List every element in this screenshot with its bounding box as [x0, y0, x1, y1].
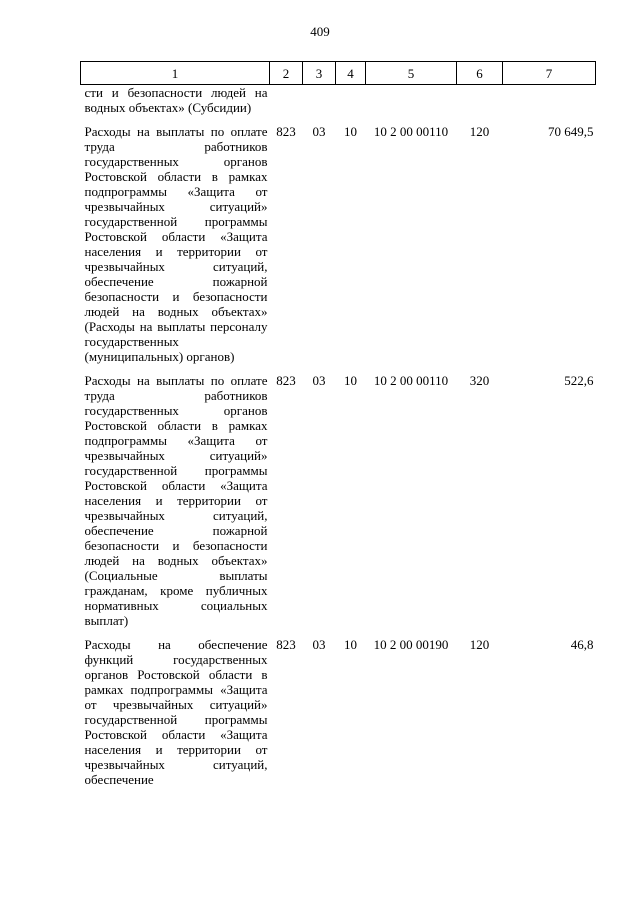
header-col-7: 7 — [503, 62, 596, 85]
row-subsection: 10 — [344, 124, 357, 139]
table-row — [81, 637, 596, 787]
row-amount: 46,8 — [570, 637, 594, 652]
row-section — [303, 85, 336, 116]
row-amount: 70 649,5 — [548, 124, 594, 139]
row-expense-type: 320 — [469, 373, 490, 388]
row-target-code: 10 2 00 00110 — [373, 124, 449, 139]
header-col-5: 5 — [366, 62, 457, 85]
row-description: Расходы на обеспечение функций государственных органов Ростовской области в рамках подпрограммы «Защита от чрезвычайных ситуаций» государственной программы Ростовской области «Защита населения и территории от чрезвычайных ситуаций, обеспечение — [84, 637, 268, 787]
row-subsection: 10 — [344, 373, 357, 388]
row-expense-type: 120 — [469, 124, 490, 139]
row-description: сти и безопасности людей на водных объектах» (Субсидии) — [84, 85, 268, 115]
table-row — [81, 373, 596, 628]
row-admin-code: 823 — [276, 637, 296, 652]
row-target-code: 10 2 00 00110 — [373, 373, 449, 388]
row-amount — [503, 85, 596, 116]
row-amount: 522,6 — [564, 373, 594, 388]
row-section: 03 — [312, 637, 326, 652]
row-subsection — [336, 85, 366, 116]
table-row — [81, 124, 596, 364]
row-admin-code: 823 — [276, 124, 296, 139]
header-col-3: 3 — [303, 62, 336, 85]
row-section: 03 — [312, 124, 326, 139]
table-row — [81, 85, 596, 116]
row-section: 03 — [312, 373, 326, 388]
row-target-code: 10 2 00 00190 — [373, 637, 449, 652]
header-col-4: 4 — [336, 62, 366, 85]
row-target-code — [366, 85, 457, 116]
header-col-2: 2 — [270, 62, 303, 85]
header-col-6: 6 — [457, 62, 503, 85]
row-description: Расходы на выплаты по оплате труда работников государственных органов Ростовской области в рамках подпрограммы «Защита от чрезвычайных ситуаций» государственной программы Ростовской области «Защита населения и территории от чрезвычайных ситуаций, обеспечение пожарной безопасности и безопасности людей на водных объектах» (Расходы на выплаты персоналу государственных (муниципальных) органов) — [84, 124, 268, 364]
row-expense-type: 120 — [469, 637, 490, 652]
row-admin-code: 823 — [276, 373, 296, 388]
row-admin-code — [270, 85, 303, 116]
header-row — [81, 62, 596, 85]
row-expense-type — [457, 85, 503, 116]
header-col-1: 1 — [81, 62, 270, 85]
row-description: Расходы на выплаты по оплате труда работников государственных органов Ростовской области в рамках подпрограммы «Защита от чрезвычайных ситуаций» государственной программы Ростовской области «Защита населения и территории от чрезвычайных ситуаций, обеспечение пожарной безопасности и безопасности людей на водных объектах» (Социальные выплаты гражданам, кроме публичных нормативных социальных выплат) — [84, 373, 268, 628]
row-subsection: 10 — [344, 637, 357, 652]
page-number: 409 — [310, 24, 330, 39]
budget-table — [80, 61, 596, 787]
